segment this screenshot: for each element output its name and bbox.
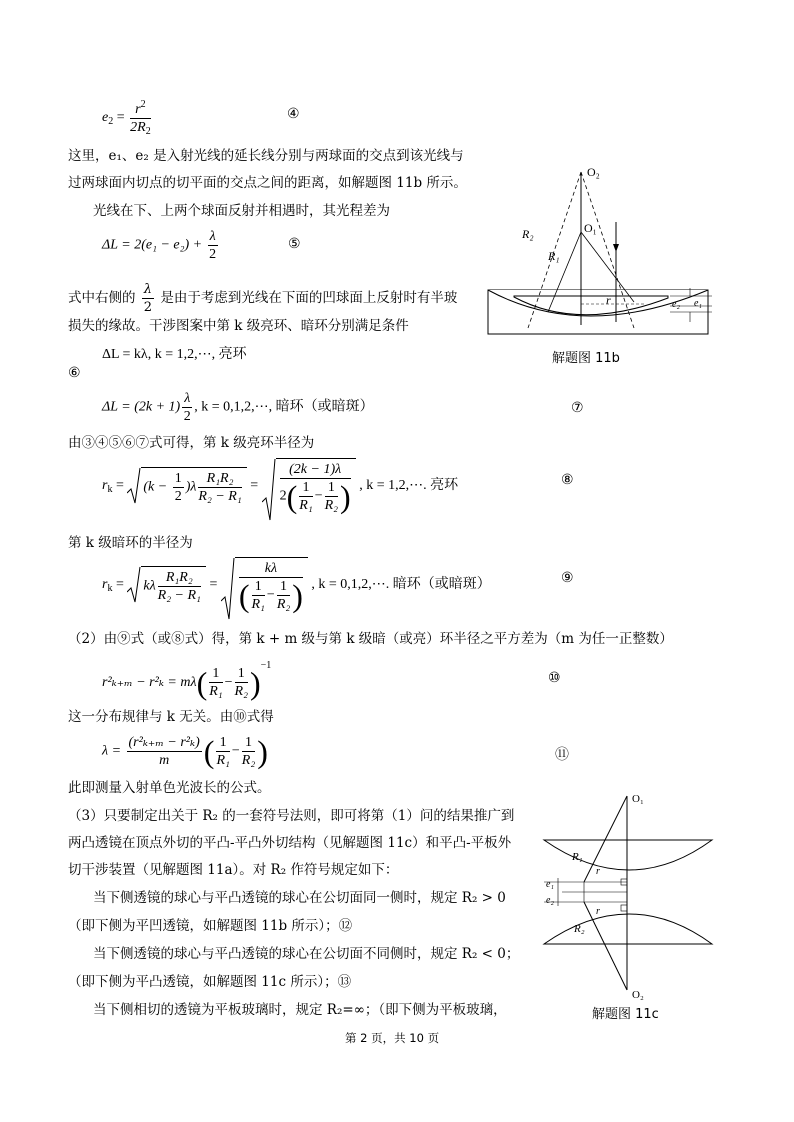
- paragraph-line: 损失的缘故。干涉图案中第 k 级亮环、暗环分别满足条件: [68, 318, 409, 334]
- equation-5: ΔL = 2(e₁ − e₂) + $\frac{\lambda}{2}$: [102, 229, 217, 262]
- paragraph-line: 这一分布规律与 k 无关。由⑩式得: [68, 709, 274, 725]
- label-o1: O₁: [632, 793, 644, 805]
- paragraph-line: 切干涉装置（见解题图 11a）。对 R₂ 作符号规定如下：: [68, 862, 399, 878]
- figure-11b: [484, 152, 724, 342]
- paragraph-line: 光线在下、上两个球面反射并相遇时，其光程差为: [93, 203, 390, 219]
- paragraph-line: 当下侧透镜的球心与平凸透镜的球心在公切面同一侧时，规定 R₂ > 0: [93, 890, 506, 906]
- label-e1: e₁: [694, 298, 702, 309]
- paragraph-line: 式中右侧的 $\frac{\lambda}{2}$ 是由于考虑到光线在下面的凹球面上反射时有半玻: [68, 282, 458, 315]
- equation-number: ⑨: [561, 570, 574, 586]
- label-o1: O₁: [584, 221, 597, 235]
- paragraph-line: （即下侧为平凸透镜，如解题图 11c 所示）；⑬: [68, 974, 352, 990]
- equation-number: ⑧: [561, 472, 574, 488]
- label-r: r: [606, 293, 611, 307]
- paragraph-line: 两凸透镜在顶点外切的平凸-平凸外切结构（见解题图 11c）和平凸-平板外: [68, 835, 512, 851]
- paragraph-line: 当下侧相切的透镜为平板玻璃时，规定 R₂=∞；（即下侧为平板玻璃，: [93, 1002, 507, 1018]
- label-o2: O₂: [587, 165, 600, 179]
- label-r-bottom: r: [596, 906, 600, 917]
- equation-number: ⑩: [548, 670, 561, 686]
- figure-caption: 解题图 11c: [592, 1007, 659, 1022]
- equation-9: $r_k$ = kλ $\frac{\text{R₁R₂}}{\text{R₂ − R₁}}$ = kλ ( $\frac{1}{\text{R₁}}$ − $\frac{1}{\text{R₂}}$ ) , k = 0,1,2,⋯. 暗环（或暗斑）: [102, 557, 491, 613]
- paragraph-line: （2）由⑨式（或⑧式）得，第 k + m 级与第 k 级暗（或亮）环半径之平方差为（m 为任一正整数）: [68, 631, 673, 647]
- label-e1: e₁: [546, 879, 554, 890]
- equation-10: r²ₖ₊ₘ − r²ₖ = mλ( $\frac{1}{\text{R₁}}$ − $\frac{1}{\text{R₂}}$ )$^{-1}$: [102, 660, 272, 701]
- equation-number: ⑪: [555, 747, 569, 763]
- equation-4: $e_2$ = $\frac{r^2}{2R_2}$: [102, 96, 153, 140]
- equation-number: ⑤: [288, 236, 301, 252]
- paragraph-line: 由③④⑤⑥⑦式可得，第 k 级亮环半径为: [68, 435, 315, 451]
- fraction: $\frac{r^2}{2R_2}$: [130, 96, 151, 140]
- paragraph-line: （3）只要制定出关于 R₂ 的一套符号法则，即可将第（1）问的结果推广到: [68, 808, 515, 824]
- figure-11c: [540, 790, 720, 1002]
- paragraph-line: 第 k 级暗环的半径为: [68, 535, 193, 551]
- page-footer: 第 2 页，共 10 页: [345, 1031, 440, 1045]
- paragraph-line: 当下侧透镜的球心与平凸透镜的球心在公切面不同侧时，规定 R₂ < 0；: [93, 946, 520, 962]
- equation-number: ⑦: [571, 400, 584, 416]
- label-r2: R₂: [574, 923, 585, 935]
- label-r2: R₂: [522, 227, 534, 241]
- paragraph-line: 这里，e₁、e₂ 是入射光线的延长线分别与两球面的交点到该光线与: [68, 148, 464, 164]
- paragraph-line: 此即测量入射单色光波长的公式。: [68, 780, 271, 796]
- label-e2: e₂: [546, 895, 554, 906]
- label-r1: R₁: [548, 249, 560, 263]
- equation-7: ΔL = (2k + 1) $\frac{\lambda}{2}$ , k = 0,1,2,⋯, 暗环（或暗斑）: [102, 391, 374, 424]
- equation-number: ④: [287, 106, 300, 122]
- figure-caption: 解题图 11b: [552, 351, 620, 366]
- paragraph-line: （即下侧为平凹透镜，如解题图 11b 所示）；⑫: [68, 918, 353, 934]
- equation-8: $r_k$ = (k − $\frac{1}{2}$ )λ $\frac{\text{R₁R₂}}{\text{R₂ − R₁}}$ = (2k − 1)λ 2( $\frac{1}{\text{R₁}}$ − $\frac{1}{\text{R₂}}$ ) , k = 1,2,⋯. 亮环: [102, 458, 458, 514]
- paragraph-line: 过两球面内切点的切平面的交点之间的距离，如解题图 11b 所示。: [68, 175, 467, 191]
- label-r1: R₁: [572, 851, 583, 863]
- equation-6: ΔL = kλ, k = 1,2,⋯, 亮环: [102, 347, 247, 362]
- label-r-top: r: [596, 866, 600, 877]
- equation-11: λ = $\frac{\text{(r²ₖ₊ₘ − r²ₖ)}}{m}$ ( $\frac{1}{\text{R₁}}$ − $\frac{1}{\text{R₂}}$ ): [102, 733, 268, 770]
- label-o2: O₂: [632, 989, 644, 1001]
- label-e2: e₂: [672, 299, 680, 310]
- equation-number: ⑥: [68, 365, 81, 381]
